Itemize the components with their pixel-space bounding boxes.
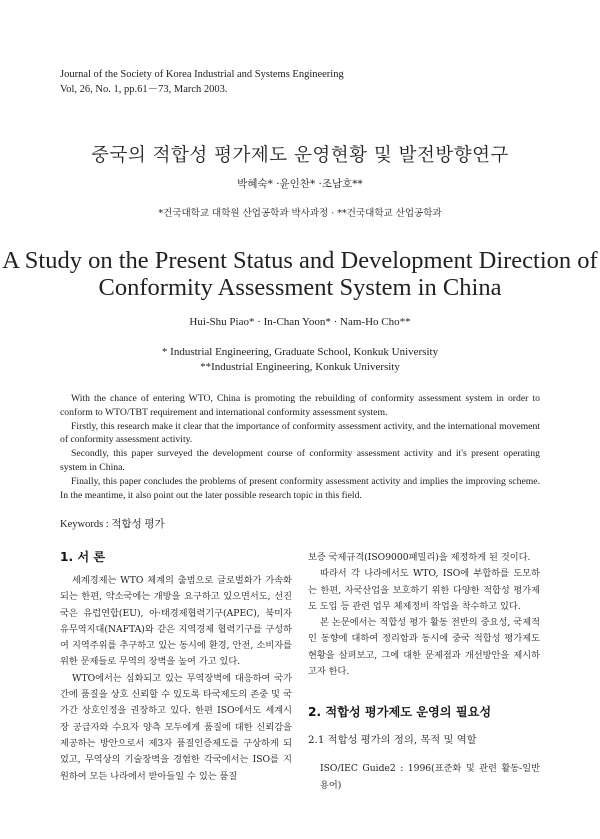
journal-citation [60, 67, 344, 97]
title-english-line2: Conformity Assessment System in China [98, 274, 502, 301]
body-paragraph: WTO에서는 심화되고 있는 무역장벽에 대응하여 국가간에 품질을 상호 신뢰할 수 있도록 타국제도의 존중 및 국가간 상호인정을 권장하고 있다. 한편 ISO에서도 세계시장 공급자와 수요자 양측 모두에게 품질에 대한 신뢰감을 제공하는 방안으로서 제3자 품질인증제도를 구상하게 되었고, 무역상의 기술장벽을 경험한 각국에서는 ISO를 지원하여 모든 나라에서 받아들일 수 있는 품질 [60, 672, 292, 782]
authors-korean: 박혜숙* ·윤인찬* ·조남호** [237, 178, 363, 190]
abstract-paragraph: With the chance of entering WTO, China is promoting the rebuilding of conformity assessment system in order to conform to WTO/TBT requirement and international conformity assessment system. [60, 393, 540, 418]
section-heading-introduction: 1. 서 론 [60, 550, 106, 564]
abstract-paragraph: Firstly, this research make it clear that the importance of conformity assessment activity, and the international movement of conformity assessment activity. [60, 420, 540, 446]
iso-guide-reference: ISO/IEC Guide2 : 1996(표준화 및 관련 활동-일반 용어) [320, 763, 540, 791]
journal-volume: Vol, 26, No. 1, pp.61－73, March 2003. [60, 84, 228, 95]
abstract [60, 392, 540, 502]
body-paragraph: 보증 국제규격(ISO9000패밀리)을 제정하게 된 것이다. [308, 552, 531, 563]
body-paragraph: 세계경제는 WTO 체계의 출범으로 글로벌화가 가속화되는 한편, 약소국에는 개방을 요구하고 있으면서도, 선진국은 유럽연합(EU), 아·태경제협력기구(APEC), 북미자유무역지대(NAFTA)와 같은 지역경제 협력기구를 구성하여 지역주위를 추구하고 있는 동시에 환경, 안전, 소비자를 위한 문제들로 무역의 장벽을 높여 가고 있다. [60, 575, 292, 668]
abstract-paragraph: Finally, this paper concludes the problems of present conformity assessment activity and implies the improving scheme. In the meantime, it also point out the later possible research topic in this field. [60, 475, 540, 501]
left-column [60, 548, 292, 785]
abstract-paragraph: Secondly, this paper surveyed the development course of conformity assessment activity and it's present operating system in China. [60, 448, 540, 473]
affiliation-english-line1: * Industrial Engineering, Graduate School, Konkuk University [161, 346, 439, 358]
title-english-line1: A Study on the Present Status and Development Direction of [2, 247, 598, 274]
body-paragraph: 따라서 각 나라에서도 WTO, ISO에 부합하를 도모하는 한편, 자국산업을 보호하기 위한 다양한 적합성 평가제도 도입 등 관련 업무 체제정비 작업을 착수하고 있다. [308, 568, 540, 612]
title-english [0, 247, 600, 301]
title-korean: 중국의 적합성 평가제도 운영현황 및 발전방향연구 [91, 145, 509, 166]
right-column [308, 550, 540, 794]
affiliation-korean: *건국대학교 대학원 산업공학과 박사과정 · **건국대학교 산업공학과 [158, 208, 442, 219]
section-heading-necessity: 2. 적합성 평가제도 운영의 필요성 [308, 705, 492, 720]
journal-name: Journal of the Society of Korea Industrial and Systems Engineering [60, 69, 344, 80]
subsection-heading-definition: 2.1 적합성 평가의 정의, 목적 및 역할 [308, 734, 477, 747]
authors-english: Hui-Shu Piao* · In-Chan Yoon* · Nam-Ho Cho** [189, 316, 411, 328]
affiliation-english-line2: **Industrial Engineering, Konkuk University [200, 361, 400, 373]
body-paragraph: 본 논문에서는 적합성 평가 활동 전반의 중요성, 국제적인 동향에 대하여 정리함과 동시에 중국 적합성 평가제도 현황을 살펴보고, 그에 대한 문제점과 개선방안을 제시하고자 한다. [308, 617, 540, 678]
keywords: Keywords : 적합성 평가 [60, 519, 165, 530]
affiliation-english [0, 345, 600, 375]
